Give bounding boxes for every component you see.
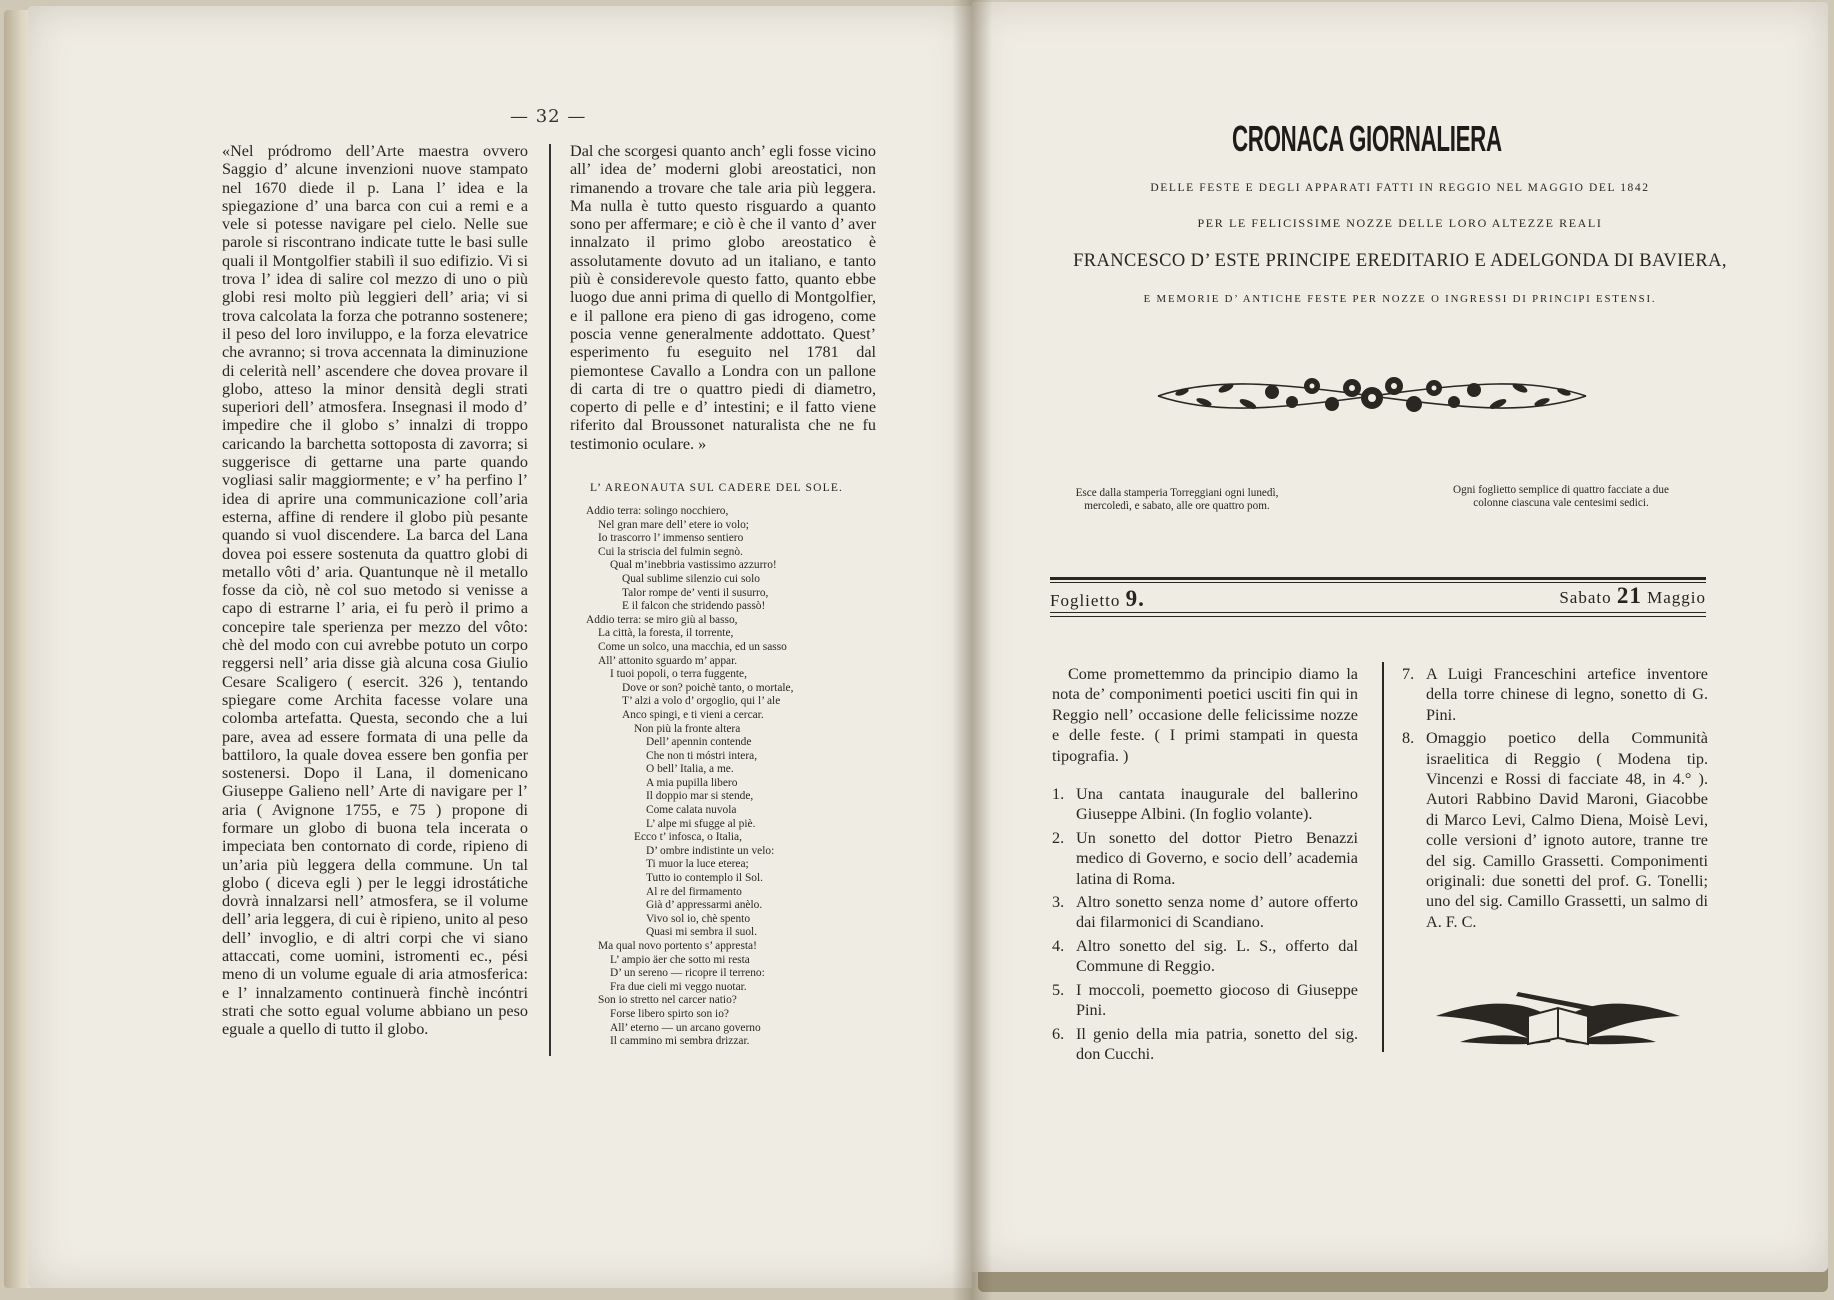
text-column-left	[222, 142, 528, 1039]
poem-line: Dell’ apennin contende	[646, 736, 752, 749]
list-item-number: 2.	[1052, 828, 1065, 847]
list-item-text: Omaggio poetico della Communità israelitica di Reggio ( Modena tip. Vincenzi e Rossi di facciate 48, in 4.° ). Autori Rabbino David Maroni, Giacobbe di Marco Levi, Calmo Diena, Moisè Levi, colle versioni d’ ignoto autore, tranne tre del sig. Camillo Grassetti. Componimenti originali: due sonetti del prof. G. Tonelli; uno del sig. Camillo Grassetti, un salmo di A. F. C.	[1426, 729, 1708, 931]
header-rule-bottom-2	[1050, 616, 1706, 617]
list-item-number: 5.	[1052, 980, 1065, 999]
article-column-left	[1052, 664, 1358, 1067]
article-column-right	[1402, 664, 1708, 935]
poem-line: L’ ampio äer che sotto mi resta	[610, 953, 750, 966]
list-item	[1052, 892, 1358, 933]
list-item	[1052, 936, 1358, 977]
subtitle-line: FRANCESCO D’ ESTE PRINCIPE EREDITARIO E ADELGONDA DI BAVIERA,	[1073, 251, 1727, 271]
list-item-number: 3.	[1052, 893, 1065, 912]
poem-line: Tutto io contemplo il Sol.	[646, 872, 763, 885]
list-item-text: I moccoli, poemetto giocoso di Giuseppe Pini.	[1076, 980, 1358, 1020]
poem-line: O bell’ Italia, a me.	[646, 763, 734, 776]
list-item-text: Un sonetto del dottor Pietro Benazzi medico di Governo, e socio dell’ academia latina di Roma.	[1076, 828, 1358, 888]
date-day: Sabato	[1559, 588, 1612, 607]
list-item-number: 1.	[1052, 785, 1065, 804]
publication-notice: Esce dalla stamperia Torreggiani ogni lunedì, mercoledì, e sabato, alle ore quattro pom.	[1075, 487, 1279, 512]
poem-line: Son io stretto nel carcer natio?	[598, 994, 737, 1007]
poem-line: La città, la foresta, il torrente,	[598, 627, 734, 640]
poem-line: Io trascorro l’ immenso sentiero	[598, 532, 744, 545]
page-number: — 32 —	[510, 106, 587, 127]
poem-line: Che non ti móstri intera,	[646, 749, 758, 762]
list-item	[1402, 728, 1708, 932]
issue-value: 9.	[1125, 586, 1145, 611]
price-notice: Ogni foglietto semplice di quattro facciate a due colonne ciascuna vale centesimi sedici.	[1453, 484, 1669, 509]
poem-line: Quasi mi sembra il suol.	[646, 926, 758, 939]
poem-line: Al re del firmamento	[646, 885, 742, 898]
issue-number	[1050, 586, 1145, 612]
poem-line: Forse libero spirto son io?	[610, 1007, 729, 1020]
poem-line: Qual m’inebbria vastissimo azzurro!	[610, 559, 777, 572]
poem-line: Nel gran mare dell’ etere io volo;	[598, 518, 749, 531]
poems-list	[1052, 784, 1358, 1064]
poem-line: Talor rompe de’ venti il susurro,	[622, 586, 769, 599]
poem-line: Anco spingi, e ti vieni a cercar.	[622, 708, 764, 721]
list-item	[1052, 980, 1358, 1021]
poem-line: L’ alpe mi sfugge al piè.	[646, 817, 756, 830]
list-item	[1052, 1024, 1358, 1065]
poem-line: Ecco t’ infosca, o Italia,	[634, 831, 742, 844]
list-item	[1402, 664, 1708, 725]
poem-line: Come un solco, una macchia, ed un sasso	[598, 640, 787, 653]
poem-line: All’ eterno — un arcano governo	[610, 1021, 761, 1034]
poem	[586, 505, 886, 1049]
poems-list-continued	[1402, 664, 1708, 932]
poem-line: Addio terra: se miro giù al basso,	[586, 613, 738, 626]
list-item-number: 4.	[1052, 936, 1065, 955]
poem-line: D’ ombre indistinte un velo:	[646, 844, 775, 857]
poem-line: Qual sublime silenzio cui solo	[622, 572, 760, 585]
list-item	[1052, 828, 1358, 889]
poem-line: Addio terra: solingo nocchiero,	[586, 505, 729, 517]
column-divider	[549, 144, 551, 1056]
subtitle-line: PER LE FELICISSIME NOZZE DELLE LORO ALTEZZE REALI	[1197, 216, 1603, 230]
body-paragraph: Dal che scorgesi quanto anch’ egli fosse vicino all’ idea de’ moderni globi areostatici, non rimanendo a trovare che tale aria più leggera. Ma nulla è tutto questo risguardo a quanto sono per affermare; e ciò è che il vanto d’ aver innalzato il primo globo areostatico è assolutamente dovuto ad un italiano, e tanto più è considerevole questo fatto, quanto ebbe luogo due anni prima di quello di Montgolfier, e il pallone era pieno di gas idrogeno, come poscia venne generalmente addottato. Quest’ esperimento fu eseguito nel 1781 dal piemontese Cavallo a Londra con un pallone di carta di tre o quattro piedi di diametro, coperto di pelle e d’ intestini; e il fatto viene riferito dal Broussonet naturalista che ne fu testimonio oculare. »	[570, 142, 876, 453]
date-number: 21	[1616, 583, 1642, 608]
list-item-text: Una cantata inaugurale del ballerino Giuseppe Albini. (In foglio volante).	[1076, 785, 1358, 824]
poem-line: Ma qual novo portento s’ appresta!	[598, 940, 757, 952]
winged-book-icon	[1432, 982, 1684, 1054]
header-rule-bottom	[1050, 612, 1706, 613]
list-item-number: 8.	[1402, 729, 1415, 748]
list-item-text: A Luigi Franceschini artefice inventore della torre chinese di legno, sonetto di G. Pini.	[1426, 665, 1708, 724]
list-item-number: 6.	[1052, 1024, 1065, 1043]
text-column-right	[570, 142, 876, 453]
poem-line: Non più la fronte altera	[634, 722, 741, 735]
issue-label: Foglietto	[1050, 591, 1121, 610]
issue-date	[1559, 583, 1706, 609]
poem-line: E il falcon che stridendo passò!	[622, 600, 766, 613]
subtitle-line: DELLE FESTE E DEGLI APPARATI FATTI IN REGGIO NEL MAGGIO DEL 1842	[1150, 182, 1650, 194]
poem-line: Ti muor la luce eterea;	[646, 858, 749, 871]
list-item-text: Altro sonetto del sig. L. S., offerto dal Commune di Reggio.	[1076, 936, 1358, 976]
list-item-text: Altro sonetto senza nome d’ autore offerto dai filarmonici di Scandiano.	[1076, 893, 1358, 932]
floral-ornament-icon	[1152, 358, 1592, 434]
list-item-text: Il genio della mia patria, sonetto del sig. don Cucchi.	[1076, 1024, 1358, 1063]
poem-line: Già d’ appressarmi anèlo.	[646, 899, 763, 912]
poem-line: Come calata nuvola	[646, 804, 737, 817]
list-item-number: 7.	[1402, 665, 1415, 683]
column-divider	[1382, 662, 1384, 1052]
poem-line: I tuoi popoli, o terra fuggente,	[610, 668, 747, 681]
body-paragraph: «Nel pródromo dell’Arte maestra ovvero Saggio d’ alcune invenzioni nuove stampato nel 1670 diede il p. Lana l’ idea e la spiegazione d’ una barca con cui a remi e a vele si potesse navigare pel cielo. Nelle sue parole si riscontrano indicate tutte le basi sulle quali il Montgolfier stabilì il suo edifizio. Vi si trova l’ idea di salire col mezzo di uno o più globi resi molto più leggieri dell’ aria; vi si trova calcolata la forza che potranno sostenere; il peso del loro inviluppo, e la forza elevatrice che avranno; si trova accennata la diminuzione di celerità nell’ ascendere che dovea provare il globo, atteso la minor densità degli strati superiori dell’ atmosfera. Insegnasi il modo d’ impedire che il globo s’ innalzi di troppo caricando la barchetta sottoposta di zavorra; si suggerisce di gettarne una parte quando vogliasi salir maggiormente; e v’ ha perfino l’ idea di aprire una communicazione coll’aria esterna, affine di rendere il globo più pesante quando si vuol discendere. La barca del Lana dovea poi essere sostenuta da quattro globi di metallo vôti d’ aria. Quantunque nè il metallo fosse da ciò, nè col suo metodo si venisse a capo di estrarne l’ aria, ei fu però il primo a concepire tale sperienza per mezzo del vôto: chè del modo con cui avrebbe potuto un corpo reggersi nell’ aria disse già alcuna cosa Giulio Cesare Scaligero ( esercit. 326 ), tentando spiegare come Archita facesse volare una colomba artefatta. Questa, secondo che a lui pare, avea ad essere formata di una pelle da battiloro, la quale dovea essere ben gonfia per sostenersi. Dopo il Lana, il domenicano Giuseppe Galieno nell’ Arte di navigare per l’ aria ( Avignone 1755, e 75 ) propone di formare un globo di buona tela incerata o impeciata ben contornato di corde, ripieno di un’aria più leggera della commune. Un tal globo ( diceva egli ) per le leggi idrostátiche dovrà innalzarsi nell’ atmosfera, se il volume dell’ aria leggera, di cui è ripieno, unito al peso dell’ invoglio, e di altri corpi che vi siano attaccati, come uomini, istromenti ec., pési meno di un volume eguale di aria atmosferica: e l’ innalzamento continuerà finchè incóntri strati che sotto egual volume abbiano un peso eguale a quello di tutto il globo.	[222, 142, 528, 1039]
list-item	[1052, 784, 1358, 825]
poem-line: A mia pupilla libero	[646, 776, 738, 789]
poem-line: T’ alzi a volo d’ orgoglio, qui l’ ale	[622, 695, 781, 708]
poem-line: Il doppio mar si stende,	[646, 790, 754, 803]
poem-line: All’ attonito sguardo m’ appar.	[598, 654, 738, 667]
poem-line: Il cammino mi sembra drizzar.	[610, 1035, 750, 1048]
poem-line: Vivo sol io, chè spento	[646, 912, 751, 925]
poem-line: D’ un sereno — ricopre il terreno:	[610, 967, 765, 980]
newspaper-title: CRONACA GIORNALIERA	[1232, 118, 1502, 159]
poem-line: Fra due cieli mi veggo nuotar.	[610, 980, 747, 993]
header-rule-top	[1050, 577, 1706, 580]
subtitle-line: E MEMORIE D’ ANTICHE FESTE PER NOZZE O INGRESSI DI PRINCIPI ESTENSI.	[1143, 293, 1657, 305]
poem-title: L’ AREONAUTA SUL CADERE DEL SOLE.	[590, 482, 844, 494]
poem-line: Cui la striscia del fulmin segnò.	[598, 545, 743, 558]
poem-line: Dove or son? poichè tanto, o mortale,	[622, 681, 794, 694]
article-intro: Come promettemmo da principio diamo la nota de’ componimenti poetici usciti fin qui in Reggio nell’ occasione delle felicissime nozze e delle feste. ( I primi stampati in questa tipografia. )	[1052, 665, 1358, 765]
date-month: Maggio	[1647, 588, 1706, 607]
